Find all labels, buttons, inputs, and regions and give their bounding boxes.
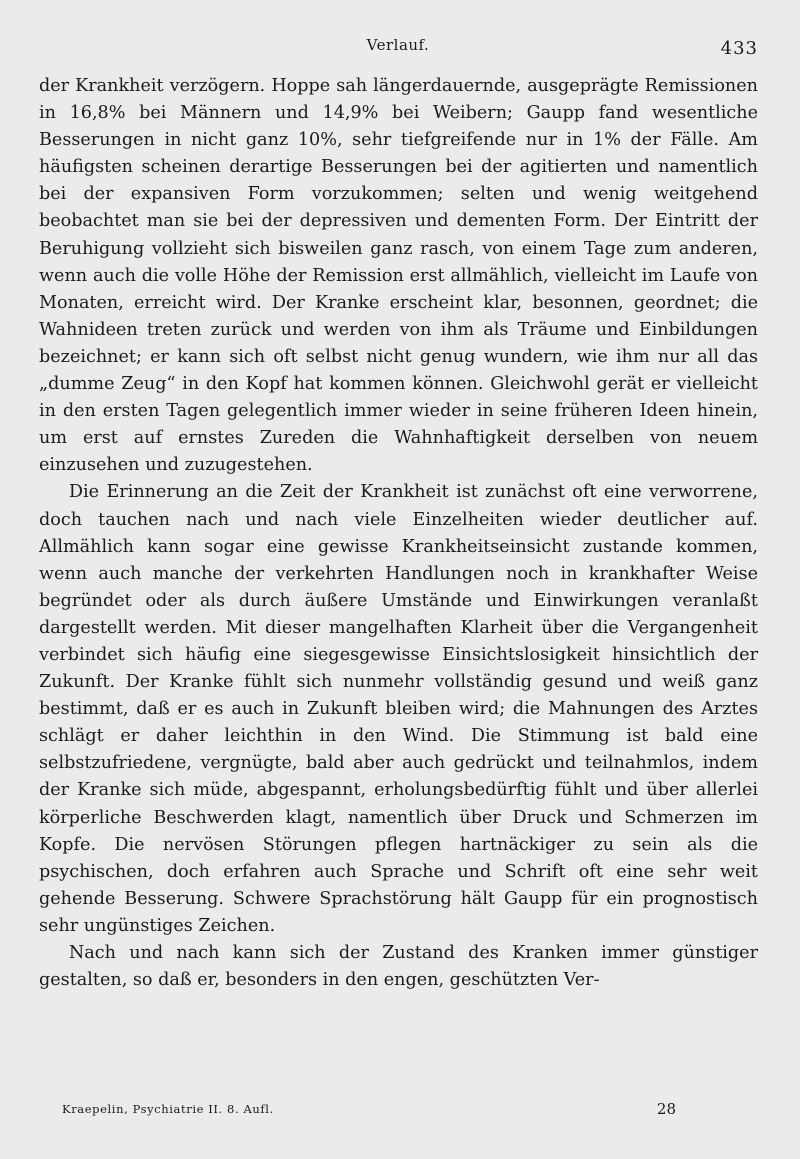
paragraph: Nach und nach kann sich der Zustand des Kranken immer günstiger gestalten, so daß er, besonders in den engen, geschützten Ver- — [39, 943, 758, 991]
paragraph: Die Erinnerung an die Zeit der Krankheit ist zunächst oft eine verworrene, doch tauchen nach und nach viele Einzelheiten wieder deutlicher auf. Allmählich kann sogar eine gewisse Krankheitseinsicht zustande kommen, wenn auch manche der verkehrten Handlungen noch in krankhafter Weise begründet oder als durch äußere Umstände und Einwirkungen veranlaßt dargestellt werden. Mit dieser mangelhaften Klarheit über die Vergangenheit verbindet sich häufig eine siegesgewisse Einsichtslosigkeit hinsichtlich der Zukunft. Der Kranke fühlt sich nunmehr vollständig gesund und weiß ganz bestimmt, daß er es auch in Zukunft bleiben wird; die Mahnungen des Arztes schlägt er daher leichthin in den Wind. Die Stimmung ist bald eine selbstzufriedene, vergnügte, bald aber auch gedrückt und teilnahmlos, indem der Kranke sich müde, abgespannt, erholungsbedürftig fühlt und über allerlei körperliche Beschwerden klagt, namentlich über Druck und Schmerzen im Kopfe. Die nervösen Störungen pflegen hartnäckiger zu sein als die psychischen, doch erfahren auch Sprache und Schrift oft eine sehr weit gehende Besserung. Schwere Sprachstörung hält Gaupp für ein prognostisch sehr ungünstiges Zeichen. — [39, 482, 758, 936]
signature-line: Kraepelin, Psychiatrie II. 8. Aufl. — [62, 1102, 274, 1116]
running-title: Verlauf. — [366, 36, 430, 54]
body-text — [39, 73, 758, 994]
sheet-number: 28 — [656, 1100, 676, 1118]
paragraph: der Krankheit verzögern. Hoppe sah längerdauernde, ausgeprägte Remissionen in 16,8% bei Männern und 14,9% bei Weibern; Gaupp fand wesentliche Besserungen in nicht ganz 10%, sehr tiefgreifende nur in 1% der Fälle. Am häufigsten scheinen derartige Besserungen bei der agitierten und namentlich bei der expansiven Form vorzukommen; selten und wenig weitgehend beobachtet man sie bei der depressiven und dementen Form. Der Eintritt der Beruhigung vollzieht sich bisweilen ganz rasch, von einem Tage zum anderen, wenn auch die volle Höhe der Remission erst allmählich, vielleicht im Laufe von Monaten, erreicht wird. Der Kranke erscheint klar, besonnen, geordnet; die Wahnideen treten zurück und werden von ihm als Träume und Einbildungen bezeichnet; er kann sich oft selbst nicht genug wundern, wie ihm nur all das „dumme Zeug“ in den Kopf hat kommen können. Gleichwohl gerät er vielleicht in den ersten Tagen gelegentlich immer wieder in seine früheren Ideen hinein, um erst auf ernstes Zureden die Wahnhaftigkeit derselben von neuem einzusehen und zuzugestehen. — [39, 76, 758, 476]
page-footer — [62, 1102, 676, 1122]
running-head — [38, 36, 758, 60]
page-number: 433 — [720, 38, 758, 59]
